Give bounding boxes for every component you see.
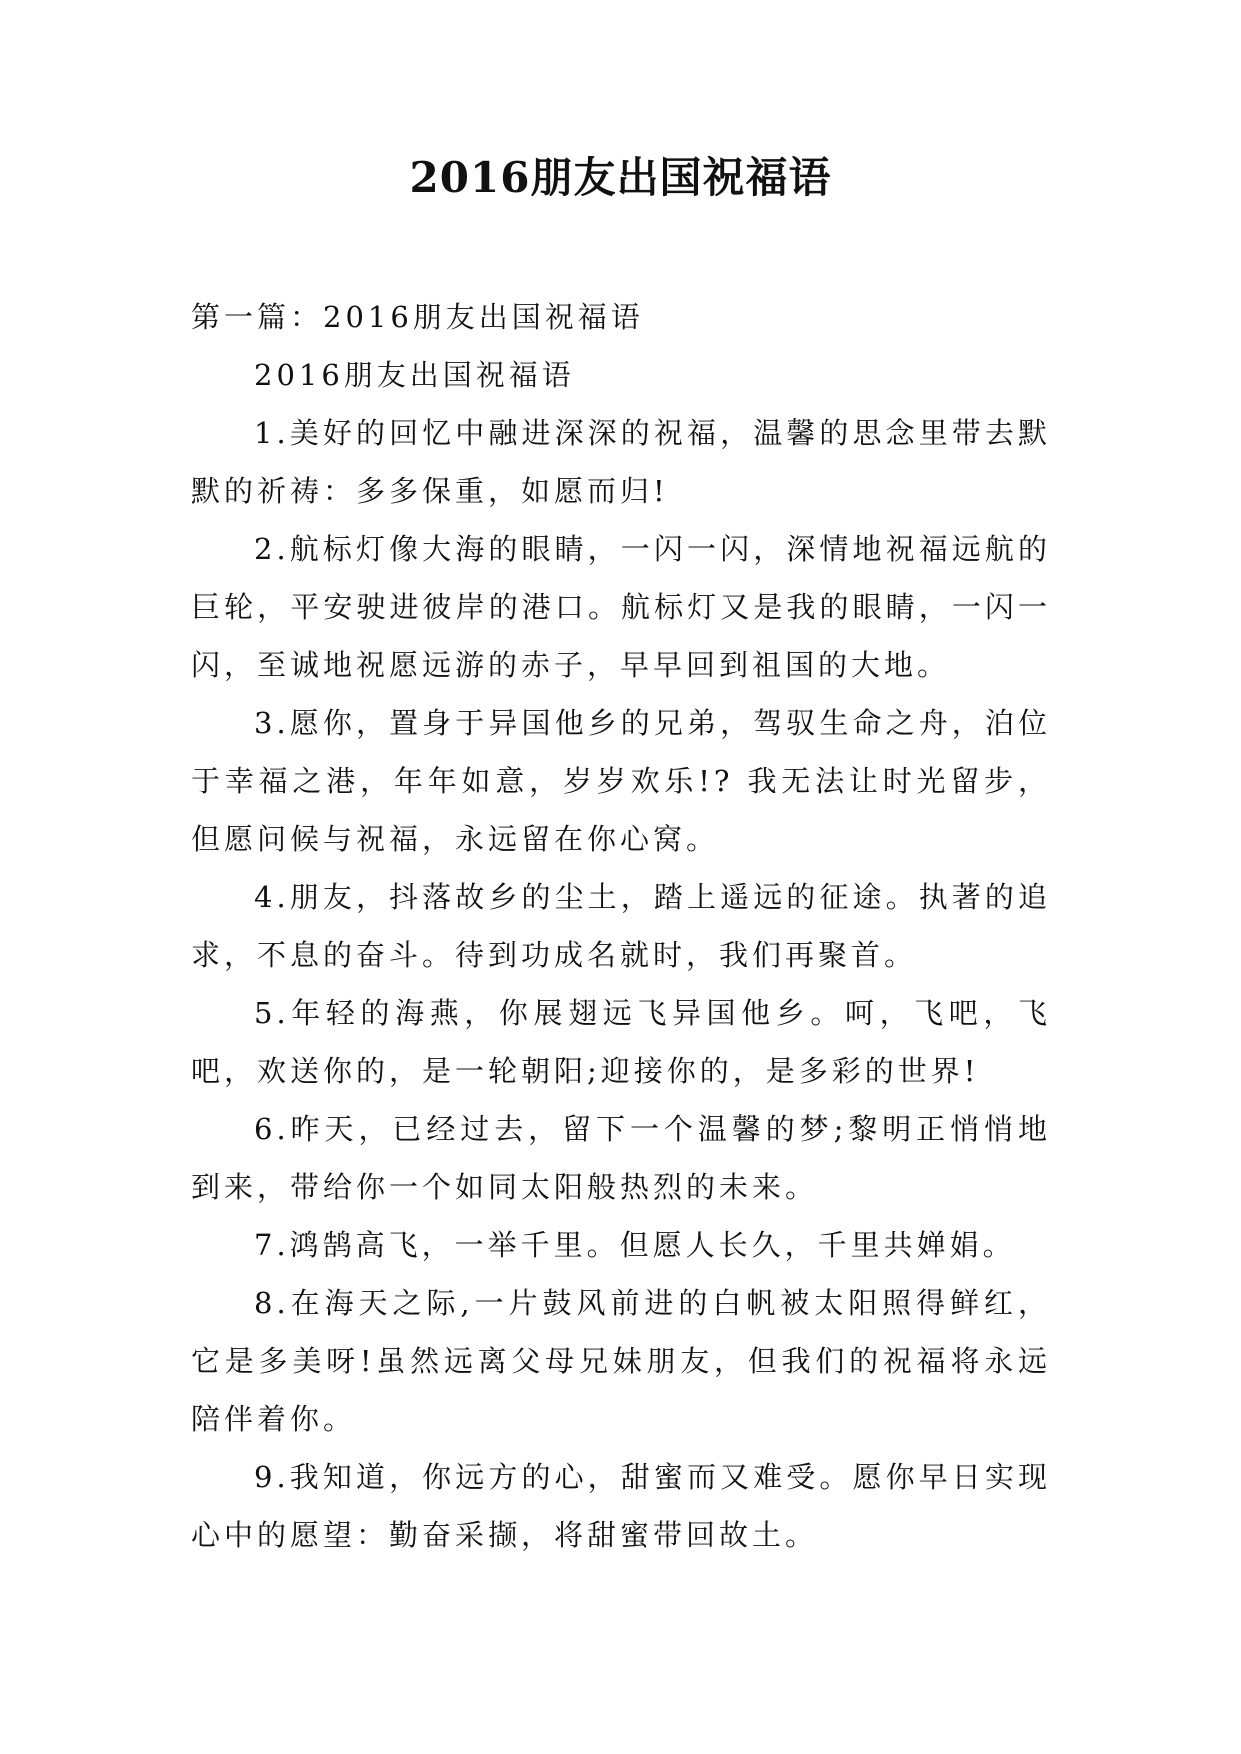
blessing-item-7: 7.鸿鹄高飞，一举千里。但愿人长久，千里共婵娟。 (254, 1228, 1016, 1262)
sub-heading: 2016朋友出国祝福语 (254, 358, 575, 392)
blessing-item-1: 1.美好的回忆中融进深深的祝福，温馨的思念里带去默默的祈祷：多多保重，如愿而归! (191, 416, 1051, 508)
document-title: 2016朋友出国祝福语 (409, 153, 832, 202)
blessing-item-5: 5.年轻的海燕，你展翅远飞异国他乡。呵，飞吧，飞吧，欢送你的，是一轮朝阳;迎接你的，是多彩的世界! (191, 996, 1051, 1088)
document-body (191, 288, 1051, 1564)
blessing-item-4: 4.朋友，抖落故乡的尘土，踏上遥远的征途。执著的追求，不息的奋斗。待到功成名就时，我们再聚首。 (191, 880, 1051, 972)
blessing-item-8: 8.在海天之际,一片鼓风前进的白帆被太阳照得鲜红，它是多美呀!虽然远离父母兄妹朋友，但我们的祝福将永远陪伴着你。 (191, 1286, 1051, 1436)
blessing-item-3: 3.愿你，置身于异国他乡的兄弟，驾驭生命之舟，泊位于幸福之港，年年如意，岁岁欢乐!? 我无法让时光留步，但愿问候与祝福，永远留在你心窝。 (191, 706, 1051, 856)
section-heading: 第一篇：2016朋友出国祝福语 (191, 300, 644, 334)
blessing-item-6: 6.昨天，已经过去，留下一个温馨的梦;黎明正悄悄地到来，带给你一个如同太阳般热烈的未来。 (191, 1112, 1051, 1204)
blessing-item-9: 9.我知道，你远方的心，甜蜜而又难受。愿你早日实现心中的愿望：勤奋采撷，将甜蜜带回故土。 (191, 1460, 1051, 1552)
blessing-item-2: 2.航标灯像大海的眼睛，一闪一闪，深情地祝福远航的巨轮，平安驶进彼岸的港口。航标灯又是我的眼睛，一闪一闪，至诚地祝愿远游的赤子，早早回到祖国的大地。 (191, 532, 1051, 682)
